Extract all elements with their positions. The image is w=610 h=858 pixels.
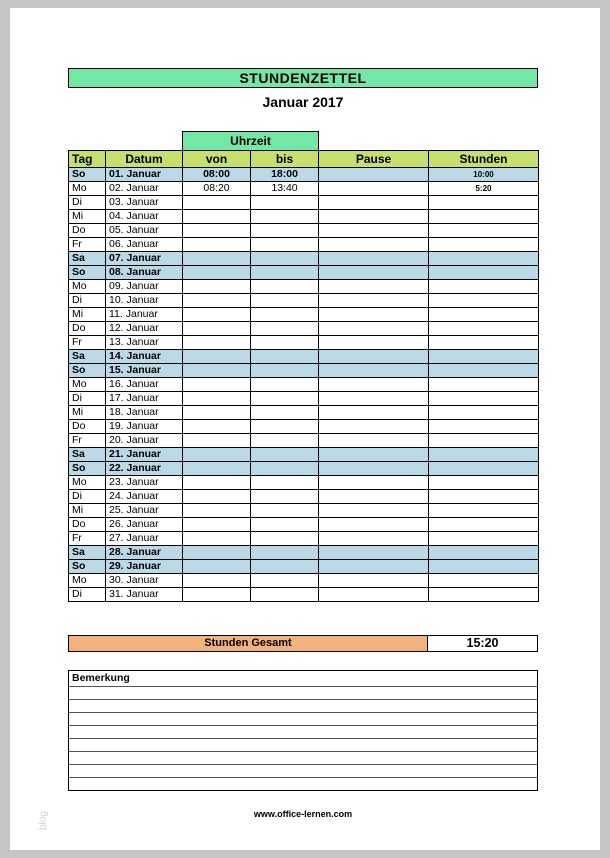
cell-von (183, 420, 251, 434)
cell-bis (251, 294, 319, 308)
cell-stunden (429, 546, 539, 560)
cell-stunden: 10:00 (429, 168, 539, 182)
cell-bis (251, 196, 319, 210)
cell-pause (319, 490, 429, 504)
cell-datum: 14. Januar (106, 350, 183, 364)
remark-line (69, 777, 537, 790)
cell-bis (251, 434, 319, 448)
cell-stunden (429, 308, 539, 322)
cell-bis (251, 406, 319, 420)
cell-datum: 09. Januar (106, 280, 183, 294)
cell-bis (251, 280, 319, 294)
cell-bis (251, 308, 319, 322)
cell-pause (319, 224, 429, 238)
cell-pause (319, 434, 429, 448)
table-row (69, 546, 539, 560)
cell-datum: 02. Januar (106, 182, 183, 196)
cell-pause (319, 252, 429, 266)
cell-stunden (429, 406, 539, 420)
table-row (69, 280, 539, 294)
cell-tag: Mo (69, 280, 106, 294)
cell-datum: 12. Januar (106, 322, 183, 336)
cell-datum: 27. Januar (106, 532, 183, 546)
cell-tag: Sa (69, 448, 106, 462)
cell-pause (319, 504, 429, 518)
cell-datum: 10. Januar (106, 294, 183, 308)
table-row (69, 168, 539, 182)
col-header-datum: Datum (106, 151, 183, 168)
cell-von (183, 392, 251, 406)
cell-datum: 04. Januar (106, 210, 183, 224)
cell-von (183, 224, 251, 238)
cell-pause (319, 210, 429, 224)
cell-pause (319, 532, 429, 546)
cell-bis (251, 420, 319, 434)
cell-von (183, 266, 251, 280)
cell-stunden: 5:20 (429, 182, 539, 196)
remark-line (69, 764, 537, 777)
cell-pause (319, 378, 429, 392)
cell-bis (251, 476, 319, 490)
cell-stunden (429, 448, 539, 462)
cell-pause (319, 546, 429, 560)
cell-tag: Di (69, 294, 106, 308)
cell-stunden (429, 322, 539, 336)
cell-datum: 03. Januar (106, 196, 183, 210)
remarks-label: Bemerkung (72, 672, 130, 684)
cell-von (183, 252, 251, 266)
cell-stunden (429, 364, 539, 378)
cell-stunden (429, 560, 539, 574)
cell-pause (319, 392, 429, 406)
footer-url: www.office-lernen.com (253, 809, 353, 819)
cell-von (183, 448, 251, 462)
col-header-bis: bis (251, 151, 319, 168)
cell-von: 08:20 (183, 182, 251, 196)
cell-stunden (429, 420, 539, 434)
cell-datum: 24. Januar (106, 490, 183, 504)
remark-line (69, 751, 537, 764)
cell-tag: Fr (69, 238, 106, 252)
total-row (68, 635, 538, 652)
table-row (69, 252, 539, 266)
cell-pause (319, 308, 429, 322)
cell-datum: 07. Januar (106, 252, 183, 266)
cell-tag: Mo (69, 476, 106, 490)
cell-von (183, 406, 251, 420)
total-label: Stunden Gesamt (68, 635, 428, 652)
cell-tag: Do (69, 518, 106, 532)
table-row (69, 364, 539, 378)
cell-von (183, 476, 251, 490)
cell-stunden (429, 504, 539, 518)
cell-pause (319, 448, 429, 462)
cell-datum: 25. Januar (106, 504, 183, 518)
cell-pause (319, 238, 429, 252)
cell-bis (251, 252, 319, 266)
cell-von (183, 196, 251, 210)
cell-datum: 22. Januar (106, 462, 183, 476)
cell-stunden (429, 294, 539, 308)
cell-tag: Mo (69, 574, 106, 588)
cell-stunden (429, 252, 539, 266)
cell-von (183, 322, 251, 336)
cell-stunden (429, 336, 539, 350)
cell-pause (319, 518, 429, 532)
table-row (69, 434, 539, 448)
cell-von (183, 574, 251, 588)
cell-tag: Mi (69, 504, 106, 518)
cell-von (183, 378, 251, 392)
cell-bis (251, 364, 319, 378)
table-row (69, 420, 539, 434)
col-header-stunden: Stunden (429, 151, 539, 168)
cell-pause (319, 294, 429, 308)
cell-tag: So (69, 364, 106, 378)
table-row (69, 266, 539, 280)
timesheet-table (68, 150, 539, 602)
cell-pause (319, 182, 429, 196)
cell-tag: Di (69, 588, 106, 602)
cell-von (183, 532, 251, 546)
cell-datum: 15. Januar (106, 364, 183, 378)
cell-von (183, 210, 251, 224)
cell-bis (251, 490, 319, 504)
cell-stunden (429, 210, 539, 224)
cell-tag: Fr (69, 532, 106, 546)
header-row (69, 151, 539, 168)
cell-von (183, 336, 251, 350)
cell-stunden (429, 378, 539, 392)
table-row (69, 392, 539, 406)
cell-bis (251, 560, 319, 574)
cell-tag: Di (69, 392, 106, 406)
cell-von (183, 280, 251, 294)
cell-von (183, 350, 251, 364)
table-header (69, 151, 539, 168)
cell-pause (319, 476, 429, 490)
cell-stunden (429, 280, 539, 294)
cell-tag: So (69, 266, 106, 280)
cell-tag: Mi (69, 210, 106, 224)
time-group-header: Uhrzeit (182, 131, 319, 151)
table-row (69, 182, 539, 196)
cell-tag: Di (69, 196, 106, 210)
cell-datum: 30. Januar (106, 574, 183, 588)
table-row (69, 574, 539, 588)
cell-bis (251, 238, 319, 252)
cell-bis (251, 322, 319, 336)
cell-tag: Do (69, 420, 106, 434)
cell-datum: 31. Januar (106, 588, 183, 602)
cell-datum: 20. Januar (106, 434, 183, 448)
cell-von (183, 588, 251, 602)
cell-bis: 18:00 (251, 168, 319, 182)
table-row (69, 476, 539, 490)
cell-von (183, 308, 251, 322)
table-row (69, 490, 539, 504)
cell-tag: Mo (69, 182, 106, 196)
cell-von (183, 364, 251, 378)
cell-datum: 01. Januar (106, 168, 183, 182)
cell-tag: Mo (69, 378, 106, 392)
cell-stunden (429, 532, 539, 546)
cell-stunden (429, 462, 539, 476)
remark-line (69, 725, 537, 738)
cell-tag: So (69, 462, 106, 476)
cell-tag: Do (69, 224, 106, 238)
timesheet-body (69, 168, 539, 602)
blog-watermark: blog (38, 811, 49, 830)
table-row (69, 448, 539, 462)
table-row (69, 196, 539, 210)
col-header-pause: Pause (319, 151, 429, 168)
cell-bis (251, 546, 319, 560)
cell-tag: Sa (69, 546, 106, 560)
cell-pause (319, 196, 429, 210)
cell-von: 08:00 (183, 168, 251, 182)
col-header-von: von (183, 151, 251, 168)
cell-tag: So (69, 560, 106, 574)
cell-datum: 06. Januar (106, 238, 183, 252)
cell-von (183, 294, 251, 308)
cell-datum: 29. Januar (106, 560, 183, 574)
cell-stunden (429, 518, 539, 532)
cell-pause (319, 322, 429, 336)
cell-tag: Do (69, 322, 106, 336)
timesheet-page (10, 8, 600, 850)
table-row (69, 532, 539, 546)
cell-datum: 11. Januar (106, 308, 183, 322)
cell-stunden (429, 196, 539, 210)
cell-bis (251, 574, 319, 588)
cell-bis (251, 504, 319, 518)
table-row (69, 378, 539, 392)
cell-tag: Mi (69, 308, 106, 322)
cell-pause (319, 350, 429, 364)
cell-von (183, 238, 251, 252)
cell-tag: Sa (69, 252, 106, 266)
table-row (69, 406, 539, 420)
cell-von (183, 504, 251, 518)
cell-bis (251, 350, 319, 364)
remark-line (69, 699, 537, 712)
cell-bis (251, 224, 319, 238)
cell-datum: 17. Januar (106, 392, 183, 406)
table-row (69, 336, 539, 350)
cell-stunden (429, 238, 539, 252)
table-row (69, 560, 539, 574)
table-row (69, 224, 539, 238)
cell-datum: 28. Januar (106, 546, 183, 560)
cell-von (183, 560, 251, 574)
table-row (69, 350, 539, 364)
cell-stunden (429, 476, 539, 490)
cell-pause (319, 462, 429, 476)
cell-tag: Fr (69, 336, 106, 350)
cell-stunden (429, 350, 539, 364)
month-subtitle: Januar 2017 (262, 94, 344, 110)
cell-bis (251, 266, 319, 280)
cell-tag: So (69, 168, 106, 182)
cell-datum: 08. Januar (106, 266, 183, 280)
cell-bis (251, 532, 319, 546)
table-row (69, 322, 539, 336)
cell-von (183, 462, 251, 476)
cell-pause (319, 420, 429, 434)
remark-line (69, 738, 537, 751)
cell-datum: 18. Januar (106, 406, 183, 420)
cell-pause (319, 406, 429, 420)
cell-pause (319, 574, 429, 588)
table-row (69, 588, 539, 602)
col-header-tag: Tag (69, 151, 106, 168)
cell-datum: 19. Januar (106, 420, 183, 434)
cell-tag: Sa (69, 350, 106, 364)
cell-von (183, 518, 251, 532)
cell-von (183, 490, 251, 504)
cell-von (183, 546, 251, 560)
cell-datum: 13. Januar (106, 336, 183, 350)
cell-pause (319, 364, 429, 378)
cell-stunden (429, 588, 539, 602)
cell-bis (251, 518, 319, 532)
cell-bis (251, 588, 319, 602)
table-row (69, 504, 539, 518)
cell-tag: Mi (69, 406, 106, 420)
table-row (69, 518, 539, 532)
cell-stunden (429, 434, 539, 448)
remarks-box (68, 670, 538, 791)
remark-line (69, 712, 537, 725)
cell-stunden (429, 574, 539, 588)
page-title: STUNDENZETTEL (68, 68, 538, 88)
cell-bis (251, 462, 319, 476)
table-row (69, 238, 539, 252)
cell-tag: Di (69, 490, 106, 504)
cell-pause (319, 560, 429, 574)
cell-datum: 21. Januar (106, 448, 183, 462)
cell-stunden (429, 490, 539, 504)
cell-pause (319, 336, 429, 350)
cell-von (183, 434, 251, 448)
cell-datum: 23. Januar (106, 476, 183, 490)
table-row (69, 294, 539, 308)
cell-bis (251, 378, 319, 392)
cell-pause (319, 588, 429, 602)
table-row (69, 210, 539, 224)
cell-pause (319, 168, 429, 182)
cell-datum: 26. Januar (106, 518, 183, 532)
cell-datum: 05. Januar (106, 224, 183, 238)
cell-pause (319, 280, 429, 294)
remark-line (69, 686, 537, 699)
cell-bis (251, 336, 319, 350)
total-value: 15:20 (427, 635, 538, 652)
table-row (69, 462, 539, 476)
cell-tag: Fr (69, 434, 106, 448)
table-row (69, 308, 539, 322)
cell-bis (251, 392, 319, 406)
cell-stunden (429, 224, 539, 238)
cell-bis: 13:40 (251, 182, 319, 196)
cell-bis (251, 210, 319, 224)
cell-datum: 16. Januar (106, 378, 183, 392)
cell-bis (251, 448, 319, 462)
cell-stunden (429, 266, 539, 280)
cell-pause (319, 266, 429, 280)
cell-stunden (429, 392, 539, 406)
